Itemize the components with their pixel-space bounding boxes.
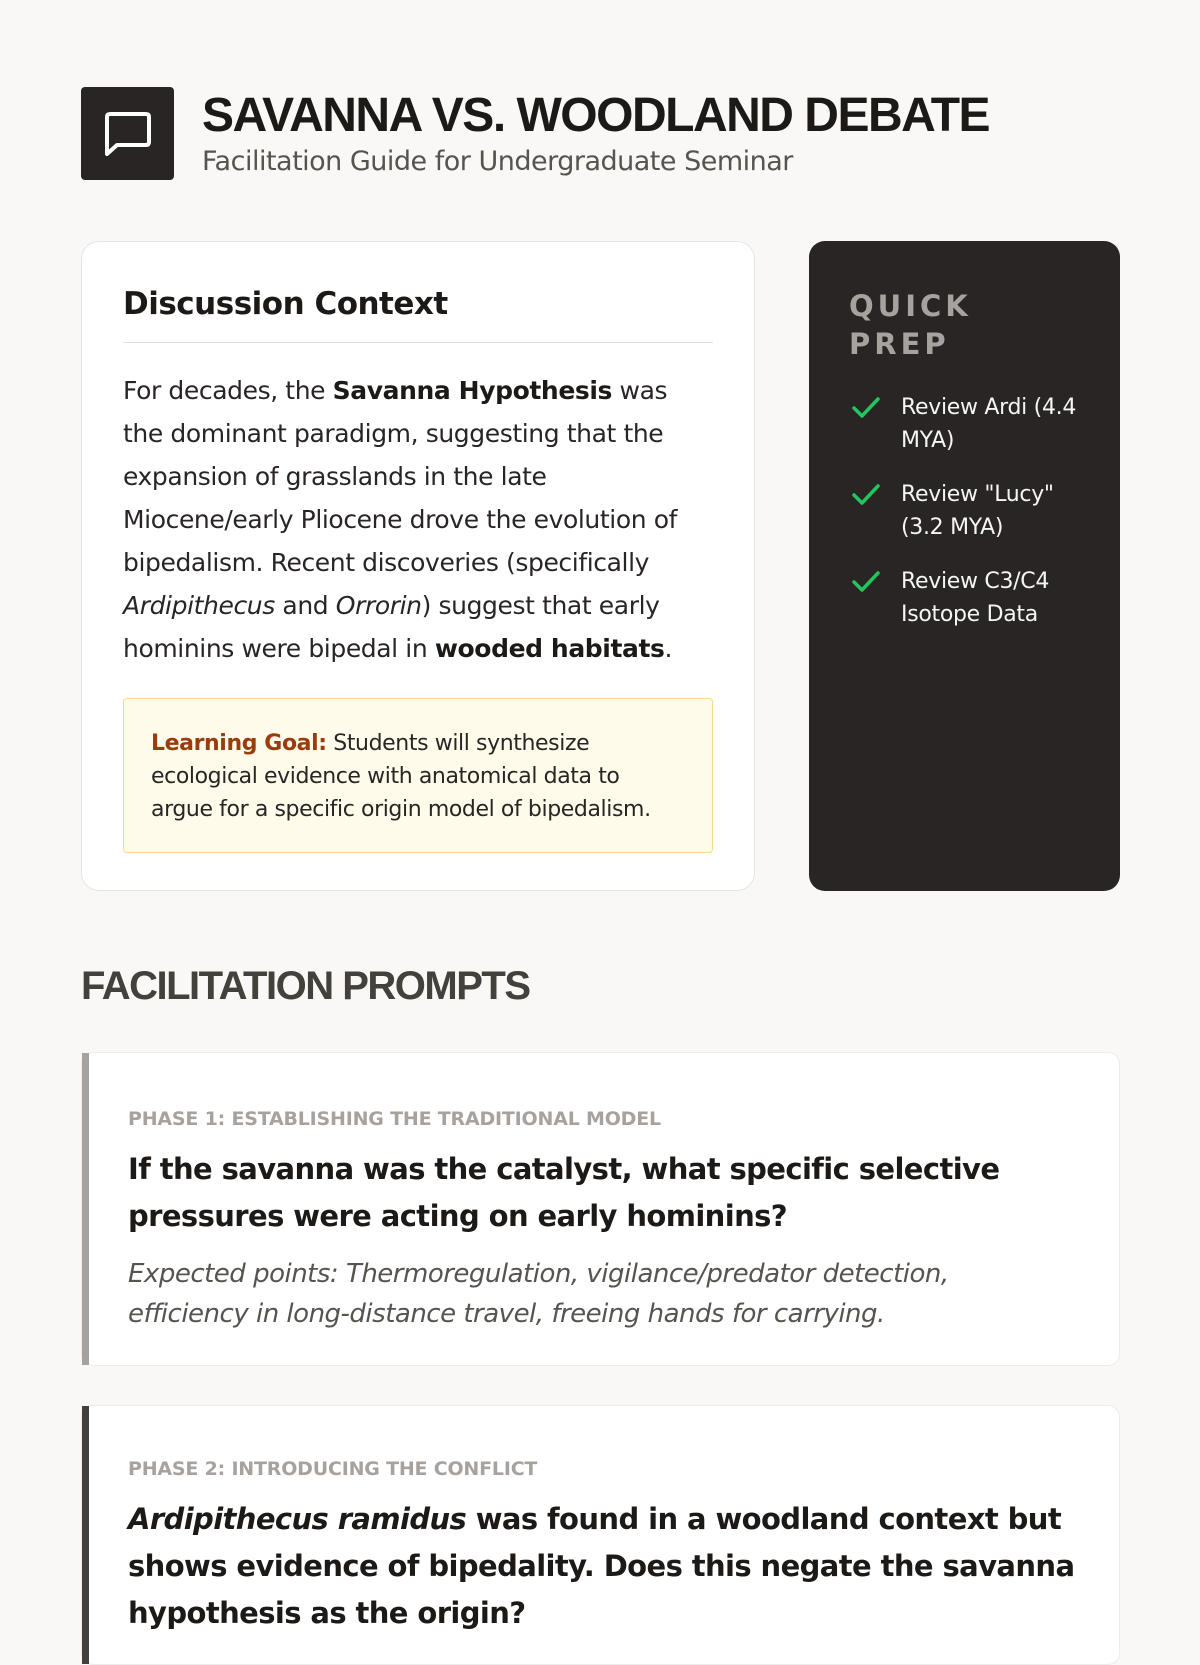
page-title: SAVANNA VS. WOODLAND DEBATE [202,89,990,142]
page-header [81,87,989,180]
page-subtitle: Facilitation Guide for Undergraduate Seminar [202,146,793,177]
expected-points: Expected points: Thermoregulation, vigilance/predator detection, efficiency in long-distance travel, freeing hands for carrying. [128,1259,949,1329]
context-text: ) suggest that early hominins were bipedal in [123,591,660,663]
header-text [202,88,989,177]
chat-bubble-icon [81,87,174,180]
context-emphasis: wooded habitats [434,634,665,663]
learning-goal-label: Learning Goal: [151,731,327,756]
context-text: For decades, the [123,376,333,405]
context-text: was the dominant paradigm, suggesting that the expansion of grasslands in the late Miocene/early Pliocene drove the evolution of bipedalism. Recent discoveries (specifically [123,376,677,577]
prompt-card-phase-2 [81,1405,1120,1665]
taxon-name: Ardipithecus ramidus [128,1502,467,1536]
prompt-question: If the savanna was the catalyst, what specific selective pressures were acting on early hominins? [128,1152,1000,1233]
quick-prep-item [849,478,1080,544]
prompt-question [128,1496,1075,1637]
prompt-question-text: was found in a woodland context but shows evidence of bipedality. Does this negate the savanna hypothesis as the origin? [128,1502,1075,1630]
quick-prep-item [849,565,1080,631]
learning-goal-box [123,698,713,853]
taxon-name: Orrorin [335,591,422,620]
prompts-section-title: FACILITATION PROMPTS [81,964,530,1008]
phase-label: PHASE 2: INTRODUCING THE CONFLICT [128,1458,538,1480]
phase-label: PHASE 1: ESTABLISHING THE TRADITIONAL MODEL [128,1108,661,1130]
quick-prep-label: Review Ardi (4.4 MYA) [901,395,1077,453]
checkmark-icon [849,390,883,424]
checkmark-icon [849,564,883,598]
quick-prep-panel [809,241,1120,891]
taxon-name: Ardipithecus [123,591,275,620]
context-paragraph [123,369,713,670]
context-emphasis: Savanna Hypothesis [332,376,613,405]
quick-prep-heading: QUICK PREP [849,289,972,361]
quick-prep-label: Review "Lucy" (3.2 MYA) [901,482,1054,540]
context-heading: Discussion Context [123,282,713,343]
context-text: . [664,634,673,663]
context-text: and [274,591,336,620]
quick-prep-list [849,391,1080,631]
discussion-context-card [81,241,755,891]
checkmark-icon [849,477,883,511]
prompt-card-phase-1 [81,1052,1120,1366]
quick-prep-item [849,391,1080,457]
quick-prep-label: Review C3/C4 Isotope Data [901,569,1050,627]
learning-goal-text: Students will synthesize ecological evidence with anatomical data to argue for a specific origin model of bipedalism. [151,731,651,822]
